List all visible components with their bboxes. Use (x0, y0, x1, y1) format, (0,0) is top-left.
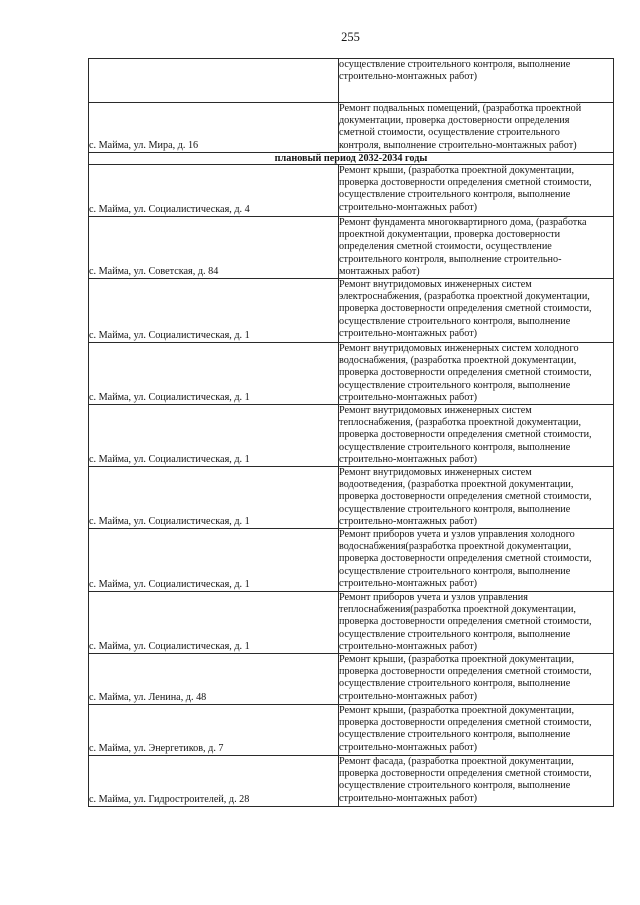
works-line: проверка достоверности определения сметной стоимости, (339, 303, 592, 315)
works-line: строительно-монтажных работ) (339, 640, 478, 652)
works-cell (339, 343, 614, 405)
works-line: осуществление строительного контроля, выполнение (339, 729, 571, 741)
works-line: документации, проверка достоверности определения (339, 115, 570, 127)
works-line: проверка достоверности определения сметной стоимости, (339, 717, 592, 729)
works-line: Ремонт приборов учета и узлов управления холодного (339, 529, 575, 541)
table-body (89, 59, 614, 807)
works-line: осуществление строительного контроля, выполнение (339, 189, 571, 201)
works-line: Ремонт подвальных помещений, (разработка проектной (339, 103, 582, 114)
address-cell: с. Майма, ул. Социалистическая, д. 1 (89, 529, 339, 592)
works-line: осуществление строительного контроля, выполнение (339, 565, 571, 577)
works-line: строительного контроля, выполнение строительно- (339, 253, 562, 265)
works-cell (339, 165, 614, 217)
address-cell: с. Майма, ул. Социалистическая, д. 1 (89, 467, 339, 529)
works-line: строительно-монтажных работ) (339, 391, 478, 403)
address-cell: с. Майма, ул. Социалистическая, д. 4 (89, 165, 339, 217)
works-line: осуществление строительного контроля, выполнение (339, 628, 571, 640)
works-line: проверка достоверности определения сметной стоимости, (339, 768, 592, 780)
works-line: проверка достоверности определения сметной стоимости, (339, 666, 592, 678)
table-row (89, 59, 614, 103)
works-table (88, 58, 614, 807)
works-cell (339, 756, 614, 807)
table-row (89, 592, 614, 654)
address-cell: с. Майма, ул. Мира, д. 16 (89, 103, 339, 153)
works-line: проверка достоверности определения сметной стоимости, (339, 367, 592, 379)
works-line: определения сметной стоимости, осуществление (339, 241, 552, 253)
works-line: строительно-монтажных работ) (339, 71, 478, 83)
works-line: осуществление строительного контроля, выполнение (339, 379, 571, 391)
works-line: электроснабжения, (разработка проектной документации, (339, 291, 590, 303)
works-line: Ремонт внутридомовых инженерных систем холодного (339, 343, 579, 355)
address-cell: с. Майма, ул. Энергетиков, д. 7 (89, 705, 339, 756)
works-cell (339, 279, 614, 343)
works-line: Ремонт крыши, (разработка проектной документации, (339, 654, 574, 666)
works-cell (339, 405, 614, 467)
works-line: строительно-монтажных работ) (339, 690, 478, 702)
table-row (89, 705, 614, 756)
works-line: Ремонт приборов учета и узлов управления (339, 592, 528, 604)
address-cell (89, 59, 339, 103)
address-cell: с. Майма, ул. Социалистическая, д. 1 (89, 405, 339, 467)
table-row (89, 756, 614, 807)
works-line: Ремонт фасада, (разработка проектной документации, (339, 756, 574, 768)
section-header: плановый период 2032-2034 годы (89, 153, 614, 165)
address-cell: с. Майма, ул. Социалистическая, д. 1 (89, 592, 339, 654)
works-cell (339, 217, 614, 279)
works-line: строительно-монтажных работ) (339, 515, 478, 527)
works-cell (339, 59, 614, 103)
works-line: осуществление строительного контроля, выполнение (339, 59, 571, 70)
works-line: монтажных работ) (339, 265, 420, 277)
works-line: теплоснабжения(разработка проектной документации, (339, 604, 576, 616)
works-line: сметной стоимости, осуществление строительного (339, 127, 560, 139)
address-cell: с. Майма, ул. Социалистическая, д. 1 (89, 343, 339, 405)
table-row (89, 467, 614, 529)
table-row (89, 165, 614, 217)
works-line: Ремонт крыши, (разработка проектной документации, (339, 165, 574, 176)
works-cell (339, 592, 614, 654)
table-row (89, 103, 614, 153)
works-cell (339, 705, 614, 756)
works-line: строительно-монтажных работ) (339, 327, 478, 339)
works-line: проверка достоверности определения сметной стоимости, (339, 553, 592, 565)
address-cell: с. Майма, ул. Советская, д. 84 (89, 217, 339, 279)
table-row (89, 279, 614, 343)
table-row (89, 405, 614, 467)
works-line: проверка достоверности определения сметной стоимости, (339, 616, 592, 628)
table-row (89, 343, 614, 405)
works-line: строительно-монтажных работ) (339, 201, 478, 213)
works-line: Ремонт внутридомовых инженерных систем (339, 467, 532, 479)
works-cell (339, 467, 614, 529)
works-line: строительно-монтажных работ) (339, 741, 478, 753)
address-cell: с. Майма, ул. Социалистическая, д. 1 (89, 279, 339, 343)
works-line: проверка достоверности определения сметной стоимости, (339, 429, 592, 441)
works-line: осуществление строительного контроля, выполнение (339, 315, 571, 327)
works-line: проверка достоверности определения сметной стоимости, (339, 491, 592, 503)
works-line: контроля, выполнение строительно-монтажных работ) (339, 139, 577, 151)
table-row (89, 217, 614, 279)
works-line: проектной документации, проверка достоверности (339, 229, 561, 241)
works-line: Ремонт внутридомовых инженерных систем (339, 279, 532, 291)
address-cell: с. Майма, ул. Ленина, д. 48 (89, 654, 339, 705)
table-row (89, 529, 614, 592)
works-line: водоснабжения, (разработка проектной документации, (339, 355, 577, 367)
works-cell (339, 103, 614, 153)
works-cell (339, 529, 614, 592)
address-cell: с. Майма, ул. Гидростроителей, д. 28 (89, 756, 339, 807)
works-line: Ремонт внутридомовых инженерных систем (339, 405, 532, 417)
section-header-row (89, 153, 614, 165)
works-cell (339, 654, 614, 705)
works-line: осуществление строительного контроля, выполнение (339, 678, 571, 690)
works-line: осуществление строительного контроля, выполнение (339, 780, 571, 792)
works-line: осуществление строительного контроля, выполнение (339, 503, 571, 515)
works-line: осуществление строительного контроля, выполнение (339, 441, 571, 453)
works-line: Ремонт фундамента многоквартирного дома, (разработка (339, 217, 587, 228)
works-line: теплоснабжения, (разработка проектной документации, (339, 417, 582, 429)
works-line: водоснабжения(разработка проектной документации, (339, 541, 572, 553)
works-line: строительно-монтажных работ) (339, 453, 478, 465)
table-row (89, 654, 614, 705)
page-number: 255 (341, 30, 360, 44)
works-line: водоотведения, (разработка проектной документации, (339, 479, 574, 491)
works-line: строительно-монтажных работ) (339, 577, 478, 589)
works-line: проверка достоверности определения сметной стоимости, (339, 177, 592, 189)
works-line: Ремонт крыши, (разработка проектной документации, (339, 705, 574, 717)
works-line: строительно-монтажных работ) (339, 792, 478, 804)
